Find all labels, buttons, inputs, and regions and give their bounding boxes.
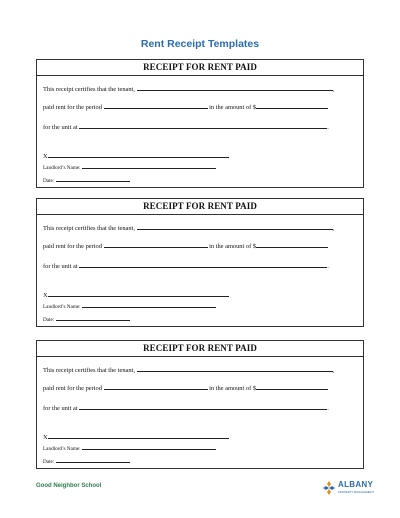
unit-field[interactable] bbox=[79, 403, 327, 410]
dollar-sign: $ bbox=[252, 385, 257, 392]
period-label: paid rent for the period bbox=[43, 385, 102, 392]
period-label: paid rent for the period bbox=[43, 243, 102, 250]
date-line bbox=[43, 177, 130, 185]
tenant-comma: , bbox=[332, 86, 335, 93]
amount-field[interactable] bbox=[256, 102, 328, 109]
landlord-label: Landlord’s Name: bbox=[43, 304, 81, 310]
tenant-comma: , bbox=[332, 225, 335, 232]
date-line bbox=[43, 458, 130, 466]
amount-field[interactable] bbox=[256, 383, 328, 390]
unit-period: . bbox=[327, 263, 329, 270]
date-label: Date: bbox=[43, 178, 55, 184]
signature-line bbox=[43, 151, 229, 161]
period-field[interactable] bbox=[104, 102, 208, 109]
amount-field[interactable] bbox=[256, 241, 328, 248]
tenant-field[interactable] bbox=[137, 84, 333, 91]
date-label: Date: bbox=[43, 459, 55, 465]
landlord-line bbox=[43, 164, 216, 172]
landlord-label: Landlord’s Name: bbox=[43, 165, 81, 171]
period-line bbox=[43, 241, 328, 251]
signature-x: X bbox=[43, 434, 48, 441]
unit-label: for the unit at bbox=[43, 124, 78, 131]
signature-field[interactable] bbox=[48, 290, 229, 297]
date-label: Date: bbox=[43, 317, 55, 323]
amount-label: in the amount of bbox=[209, 243, 252, 250]
amount-label: in the amount of bbox=[209, 385, 252, 392]
signature-line bbox=[43, 432, 229, 442]
unit-field[interactable] bbox=[79, 122, 327, 129]
landlord-field[interactable] bbox=[82, 445, 216, 450]
footer-logo-subtext: PROPERTY MANAGEMENT bbox=[338, 490, 375, 494]
receipt-heading: RECEIPT FOR RENT PAID bbox=[37, 341, 363, 357]
period-line bbox=[43, 102, 328, 112]
tenant-line bbox=[43, 365, 334, 375]
tenant-field[interactable] bbox=[137, 223, 333, 230]
unit-line bbox=[43, 403, 329, 413]
dollar-sign: $ bbox=[252, 104, 257, 111]
footer-school-name: Good Neighbor School bbox=[36, 483, 102, 489]
tenant-comma: , bbox=[332, 367, 335, 374]
date-field[interactable] bbox=[56, 458, 130, 463]
receipt-heading: RECEIPT FOR RENT PAID bbox=[37, 199, 363, 215]
dollar-sign: $ bbox=[252, 243, 257, 250]
period-label: paid rent for the period bbox=[43, 104, 102, 111]
receipt-heading: RECEIPT FOR RENT PAID bbox=[37, 60, 363, 76]
receipt-card-2 bbox=[36, 198, 364, 327]
date-line bbox=[43, 316, 130, 324]
tenant-label: This receipt certifies that the tenant, bbox=[43, 367, 135, 374]
page-title: Rent Receipt Templates bbox=[140, 38, 260, 50]
unit-label: for the unit at bbox=[43, 263, 78, 270]
tenant-line bbox=[43, 84, 334, 94]
logo-mark-icon bbox=[323, 481, 335, 495]
signature-x: X bbox=[43, 153, 48, 160]
tenant-field[interactable] bbox=[137, 365, 333, 372]
date-field[interactable] bbox=[56, 316, 130, 321]
landlord-label: Landlord’s Name: bbox=[43, 446, 81, 452]
amount-label: in the amount of bbox=[209, 104, 252, 111]
period-field[interactable] bbox=[104, 383, 208, 390]
landlord-line bbox=[43, 303, 216, 311]
unit-period: . bbox=[327, 124, 329, 131]
tenant-label: This receipt certifies that the tenant, bbox=[43, 86, 135, 93]
landlord-field[interactable] bbox=[82, 164, 216, 169]
landlord-field[interactable] bbox=[82, 303, 216, 308]
unit-label: for the unit at bbox=[43, 405, 78, 412]
tenant-label: This receipt certifies that the tenant, bbox=[43, 225, 135, 232]
unit-period: . bbox=[327, 405, 329, 412]
period-field[interactable] bbox=[104, 241, 208, 248]
period-line bbox=[43, 383, 328, 393]
signature-x: X bbox=[43, 292, 48, 299]
signature-field[interactable] bbox=[48, 432, 229, 439]
unit-line bbox=[43, 261, 329, 271]
receipt-card-1 bbox=[36, 59, 364, 188]
date-field[interactable] bbox=[56, 177, 130, 182]
unit-line bbox=[43, 122, 329, 132]
signature-field[interactable] bbox=[48, 151, 229, 158]
footer-logo-text: ALBANY bbox=[338, 480, 374, 489]
unit-field[interactable] bbox=[79, 261, 327, 268]
signature-line bbox=[43, 290, 229, 300]
receipt-card-3 bbox=[36, 340, 364, 469]
landlord-line bbox=[43, 445, 216, 453]
tenant-line bbox=[43, 223, 334, 233]
